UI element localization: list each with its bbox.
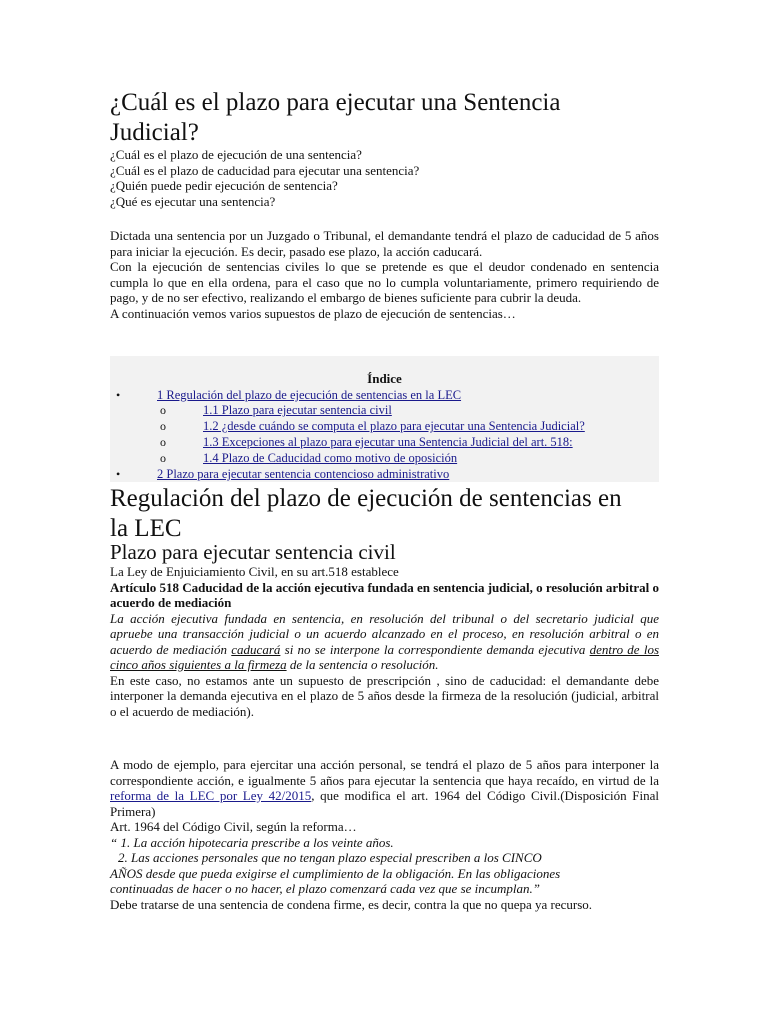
quote-line: 2. Las acciones personales que no tengan plazo especial prescriben a los CINCO [118,850,542,865]
question-item: ¿Cuál es el plazo de caducidad para ejecutar una sentencia? [110,162,420,178]
intro-section [110,228,659,321]
lec-intro: La Ley de Enjuiciamiento Civil, en su art.518 establece [110,564,399,579]
reforma-lec-link[interactable]: reforma de la LEC por Ley 42/2015 [110,788,312,803]
case-paragraph: En este caso, no estamos ante un supuesto de prescripción , sino de caducidad: el demandante debe interponer la demanda ejecutiva en el plazo de 5 años desde la firmeza de la resolución (judicial, arbitral o el acuerdo de mediación). [110,672,659,719]
section-heading [110,484,659,544]
toc-link-1-2[interactable]: 1.2 ¿desde cuándo se computa el plazo para ejecutar una Sentencia Judicial? [203,419,585,433]
quote-line: AÑOS desde que pueda exigirse el cumplimiento de la obligación. En las obligaciones [110,865,561,881]
question-item: ¿Quién puede pedir ejecución de sentencia? [110,178,338,193]
underlined-firmeza: dentro de los cinco años siguientes a la firmeza [110,641,659,672]
quote-line: continuadas de hacer o no hacer, el plazo comenzará cada vez que se incumplan.” [110,881,541,896]
bullet-icon: • [116,467,121,481]
page-title [110,88,659,148]
question-item: ¿Qué es ejecutar una sentencia? [110,193,276,209]
final-paragraph: Debe tratarse de una sentencia de condena firme, es decir, contra la que no quepa ya recurso. [110,896,593,912]
section-heading-line2: la LEC [110,515,182,542]
underlined-caducara: caducará [231,641,281,657]
intro-paragraph-2: Con la ejecución de sentencias civiles lo que se pretende es que el deudor condenado en sentencia cumpla lo que en ella ordena, para el caso que no lo cumpla voluntariamente, primero requiriendo de pago, y de no ser efectivo, realizando el embargo de bienes suficiente para cubrir la deuda. [110,259,659,305]
article-title: Artículo 518 Caducidad de la acción ejecutiva fundada en sentencia judicial, o resolución arbitral o acuerdo de mediación [110,579,660,610]
quote-line: “ 1. La acción hipotecaria prescribe a los veinte años. [110,834,394,850]
lec-section [110,564,659,719]
toc-link-1[interactable]: 1 Regulación del plazo de ejecución de sentencias en la LEC [157,388,462,402]
bullet-icon: • [116,388,121,402]
sub-bullet-icon: o [160,419,166,433]
toc-link-1-1[interactable]: 1.1 Plazo para ejecutar sentencia civil [203,403,392,417]
question-item: ¿Cuál es el plazo de ejecución de una sentencia? [110,147,362,162]
section-heading-line1: Regulación del plazo de ejecución de sentencias en [110,485,622,512]
page-title-line2: Judicial? [110,119,199,146]
sub-bullet-icon: o [160,403,166,417]
example-section [110,757,659,912]
sub-bullet-icon: o [160,435,166,449]
toc-link-2[interactable]: 2 Plazo para ejecutar sentencia contencioso administrativo [157,467,450,481]
toc-link-1-4[interactable]: 1.4 Plazo de Caducidad como motivo de oposición [203,451,458,465]
article-text: La acción ejecutiva fundada en sentencia, en resolución del tribunal o del secretario judicial que apruebe una transacción judicial o un acuerdo alcanzado en el proceso, en resolución arbitral o en acuerdo de mediación caducará si no se interpone la correspondiente demanda ejecutiva dentro de los cinco años siguientes a la firmeza de la sentencia o resolución. [110,610,659,672]
page-title-line1: ¿Cuál es el plazo para ejecutar una Sentencia [110,89,561,116]
table-of-contents [110,356,659,482]
intro-paragraph-3: A continuación vemos varios supuestos de plazo de ejecución de sentencias… [110,305,516,321]
toc-title: Índice [367,371,402,386]
question-list [110,147,659,209]
sub-bullet-icon: o [160,451,166,465]
intro-paragraph-1: Dictada una sentencia por un Juzgado o Tribunal, el demandante tendrá el plazo de caducidad de 5 años para iniciar la ejecución. Es decir, pasado ese plazo, la acción caducará. [110,228,659,259]
art1964-intro: Art. 1964 del Código Civil, según la reforma… [110,819,357,834]
subsection-heading [110,540,659,564]
example-paragraph: A modo de ejemplo, para ejercitar una acción personal, se tendrá el plazo de 5 años para interponer la correspondiente acción, e igualmente 5 años para ejecutar la sentencia que haya recaído, en virtud de la reforma de la LEC por Ley 42/2015, que modifica el art. 1964 del Código Civil.(Disposición Final Primera) [110,757,659,819]
toc-link-1-3[interactable]: 1.3 Excepciones al plazo para ejecutar una Sentencia Judicial del art. 518: [203,435,573,449]
subsection-title: Plazo para ejecutar sentencia civil [110,540,396,564]
